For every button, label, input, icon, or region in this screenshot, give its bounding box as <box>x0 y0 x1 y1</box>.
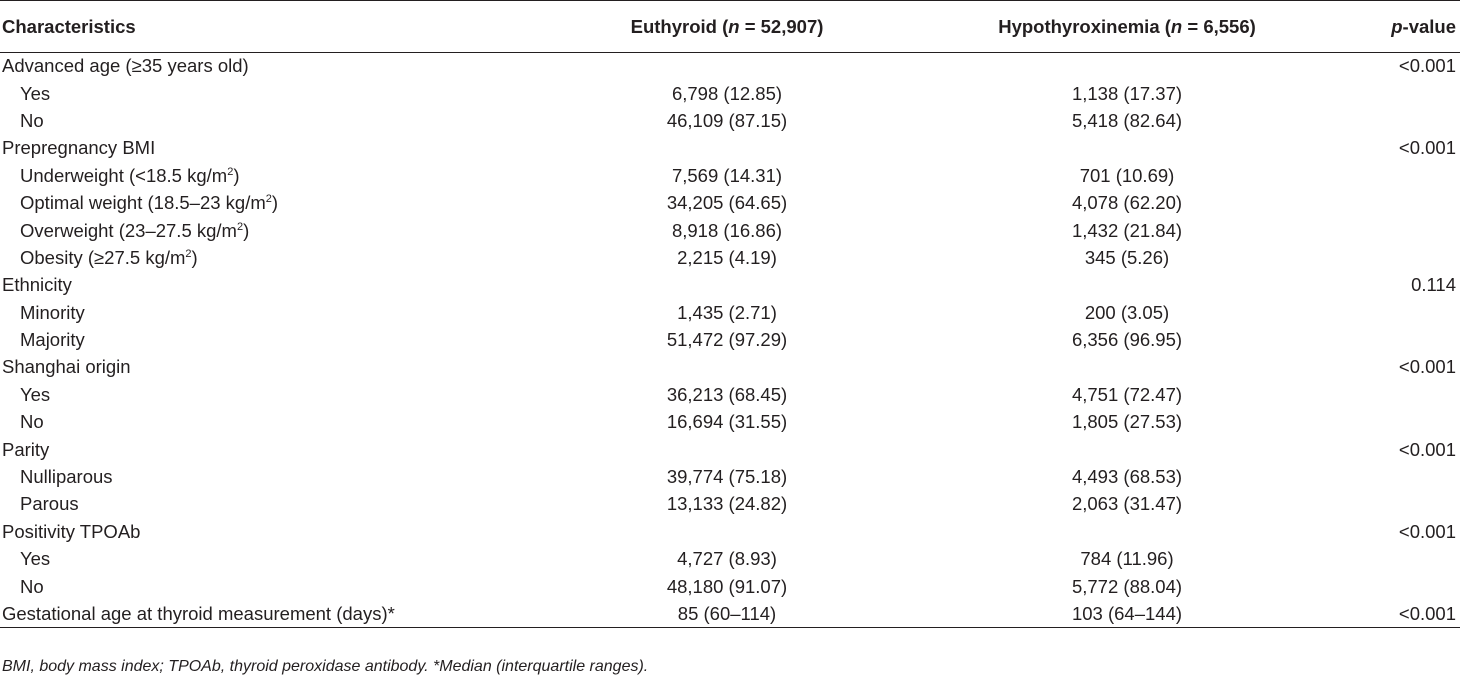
table-row <box>0 600 1460 627</box>
row-label <box>0 135 520 162</box>
p-value <box>1340 80 1460 107</box>
euthyroid-value: 39,774 (75.18) <box>666 466 788 488</box>
row-label-tail: ) <box>233 164 240 186</box>
p-value: <0.001 <box>1398 520 1456 542</box>
row-label-text: Gestational age at thyroid measurement (days)* <box>2 602 395 624</box>
table-row <box>0 436 1460 463</box>
euthyroid-value: 85 (60–114) <box>520 600 860 627</box>
euthyroid-value <box>520 354 860 381</box>
row-label-superscript: 2 <box>236 220 244 233</box>
row-label <box>0 80 520 107</box>
table-row <box>0 299 1460 326</box>
p-value: <0.001 <box>1398 438 1456 460</box>
hypothyroxinemia-value: 1,805 (27.53) <box>1071 411 1183 433</box>
euthyroid-value: 16,694 (31.55) <box>666 411 788 433</box>
row-label-text: Positivity TPOAb <box>2 520 141 542</box>
row-label-text: Shanghai origin <box>2 356 131 378</box>
row-label-superscript: 2 <box>265 192 272 205</box>
table-row <box>0 272 1460 299</box>
table-row <box>0 381 1460 408</box>
hypothyroxinemia-value: 200 (3.05) <box>1084 301 1170 323</box>
header-euthyroid-suffix: = 52,907) <box>739 15 824 37</box>
euthyroid-value: 6,798 (12.85) <box>671 82 783 104</box>
hypothyroxinemia-value: 4,751 (72.47) <box>1071 383 1183 405</box>
row-label-text: No <box>20 109 44 131</box>
euthyroid-value: 7,569 (14.31) <box>671 164 783 186</box>
row-label <box>0 409 520 436</box>
euthyroid-value: 4,727 (8.93) <box>677 548 777 570</box>
p-value: <0.001 <box>1398 55 1456 77</box>
row-label-text: Ethnicity <box>2 274 72 296</box>
header-euthyroid-prefix: Euthyroid ( <box>630 15 729 37</box>
row-label <box>0 463 520 490</box>
header-characteristics <box>0 1 520 53</box>
table-row <box>0 326 1460 353</box>
euthyroid-value: 8,918 (16.86) <box>671 219 783 241</box>
hypothyroxinemia-value: 2,063 (31.47) <box>1071 493 1183 515</box>
row-label-text: Optimal weight (18.5–23 kg/m <box>20 192 266 214</box>
row-label <box>0 217 520 244</box>
row-label-tail: ) <box>271 192 279 214</box>
row-label <box>0 326 520 353</box>
euthyroid-value: 51,472 (97.29) <box>666 329 788 351</box>
p-value: <0.001 <box>1398 356 1456 378</box>
row-label <box>0 600 520 627</box>
table-row <box>0 162 1460 189</box>
header-hypo-suffix: = 6,556) <box>1182 15 1256 37</box>
hypothyroxinemia-value: 701 (10.69) <box>1079 164 1175 186</box>
row-label-text: Parity <box>2 438 50 460</box>
row-label-text: Yes <box>20 82 51 104</box>
p-value <box>1340 381 1460 408</box>
table-row <box>0 546 1460 573</box>
p-value <box>1340 217 1460 244</box>
header-euthyroid <box>520 1 860 53</box>
hypothyroxinemia-value: 4,493 (68.53) <box>1071 466 1183 488</box>
p-value: <0.001 <box>1398 137 1456 159</box>
p-value <box>1340 463 1460 490</box>
table-row <box>0 217 1460 244</box>
hypothyroxinemia-value <box>860 272 1340 299</box>
row-label-superscript: 2 <box>185 247 192 260</box>
hypothyroxinemia-value: 103 (64–144) <box>860 600 1340 627</box>
table-footnote: BMI, body mass index; TPOAb, thyroid peroxidase antibody. *Median (interquartile ranges). <box>2 658 649 675</box>
table-row <box>0 409 1460 436</box>
hypothyroxinemia-value: 1,138 (17.37) <box>1071 82 1183 104</box>
hypothyroxinemia-value: 345 (5.26) <box>1084 246 1170 268</box>
euthyroid-value <box>520 135 860 162</box>
row-label-text: No <box>20 575 44 597</box>
row-label <box>0 354 520 381</box>
row-label <box>0 272 520 299</box>
table-row <box>0 135 1460 162</box>
row-label-superscript: 2 <box>227 165 234 178</box>
header-hypothyroxinemia <box>860 1 1340 53</box>
row-label <box>0 491 520 518</box>
euthyroid-value <box>520 436 860 463</box>
p-value: <0.001 <box>1340 600 1460 627</box>
hypothyroxinemia-value: 5,418 (82.64) <box>1071 109 1183 131</box>
row-label <box>0 436 520 463</box>
hypothyroxinemia-value <box>860 436 1340 463</box>
euthyroid-value: 46,109 (87.15) <box>666 109 788 131</box>
euthyroid-value <box>520 518 860 545</box>
row-label-text: Minority <box>20 301 85 323</box>
euthyroid-value <box>520 53 860 80</box>
p-value <box>1340 491 1460 518</box>
table-row <box>0 80 1460 107</box>
row-label <box>0 189 520 216</box>
euthyroid-value: 34,205 (64.65) <box>666 192 788 214</box>
euthyroid-value: 48,180 (91.07) <box>666 575 788 597</box>
euthyroid-value: 36,213 (68.45) <box>666 383 788 405</box>
euthyroid-value: 13,133 (24.82) <box>666 493 788 515</box>
table-row <box>0 244 1460 271</box>
row-label <box>0 573 520 600</box>
table-row <box>0 463 1460 490</box>
table-row <box>0 573 1460 600</box>
header-characteristics-label: Characteristics <box>2 15 136 37</box>
row-label-text: Yes <box>20 383 51 405</box>
hypothyroxinemia-value <box>860 135 1340 162</box>
row-label-tail: ) <box>243 219 250 241</box>
row-label-text: Majority <box>20 329 85 351</box>
hypothyroxinemia-value: 784 (11.96) <box>1080 548 1174 570</box>
row-label-tail: ) <box>191 246 198 268</box>
row-label-text: Nulliparous <box>20 466 113 488</box>
p-value <box>1340 162 1460 189</box>
euthyroid-value: 2,215 (4.19) <box>677 246 777 268</box>
row-label <box>0 518 520 545</box>
hypothyroxinemia-value <box>860 354 1340 381</box>
hypothyroxinemia-value: 6,356 (96.95) <box>1071 329 1183 351</box>
header-euthyroid-n: n <box>728 15 740 37</box>
hypothyroxinemia-value <box>860 518 1340 545</box>
header-pvalue <box>1340 1 1460 53</box>
row-label-text: Parous <box>20 493 79 515</box>
row-label-text: Yes <box>20 548 51 570</box>
header-hypo-n: n <box>1170 15 1183 37</box>
p-value <box>1340 299 1460 326</box>
row-label <box>0 299 520 326</box>
row-label-text: Overweight (23–27.5 kg/m <box>20 219 237 241</box>
row-label <box>0 53 520 80</box>
p-value: 0.114 <box>1411 274 1456 296</box>
p-value <box>1340 573 1460 600</box>
p-value <box>1340 189 1460 216</box>
row-label-text: Advanced age (≥35 years old) <box>2 55 249 77</box>
hypothyroxinemia-value: 4,078 (62.20) <box>1071 192 1183 214</box>
table-row <box>0 53 1460 80</box>
table-row <box>0 107 1460 134</box>
hypothyroxinemia-value: 5,772 (88.04) <box>1071 575 1183 597</box>
table-row <box>0 491 1460 518</box>
hypothyroxinemia-value <box>860 53 1340 80</box>
euthyroid-value <box>520 272 860 299</box>
table-row <box>0 354 1460 381</box>
table-body <box>0 53 1460 628</box>
row-label <box>0 162 520 189</box>
euthyroid-value: 1,435 (2.71) <box>677 301 777 323</box>
row-label <box>0 546 520 573</box>
table-row <box>0 189 1460 216</box>
p-value <box>1340 409 1460 436</box>
hypothyroxinemia-value: 1,432 (21.84) <box>1071 219 1183 241</box>
row-label-text: No <box>20 411 44 433</box>
row-label <box>0 107 520 134</box>
table-header <box>0 1 1460 53</box>
table-row <box>0 518 1460 545</box>
header-hypo-prefix: Hypothyroxinemia ( <box>998 15 1171 37</box>
row-label <box>0 381 520 408</box>
row-label-text: Underweight (<18.5 kg/m <box>20 164 228 186</box>
row-label <box>0 244 520 271</box>
header-pvalue-suffix: -value <box>1402 15 1456 37</box>
header-row <box>0 1 1460 53</box>
p-value <box>1340 326 1460 353</box>
p-value <box>1340 107 1460 134</box>
header-pvalue-p: p <box>1391 15 1403 37</box>
p-value <box>1340 244 1460 271</box>
row-label-text: Prepregnancy BMI <box>2 137 156 159</box>
row-label-text: Obesity (≥27.5 kg/m <box>20 246 186 268</box>
p-value <box>1340 546 1460 573</box>
